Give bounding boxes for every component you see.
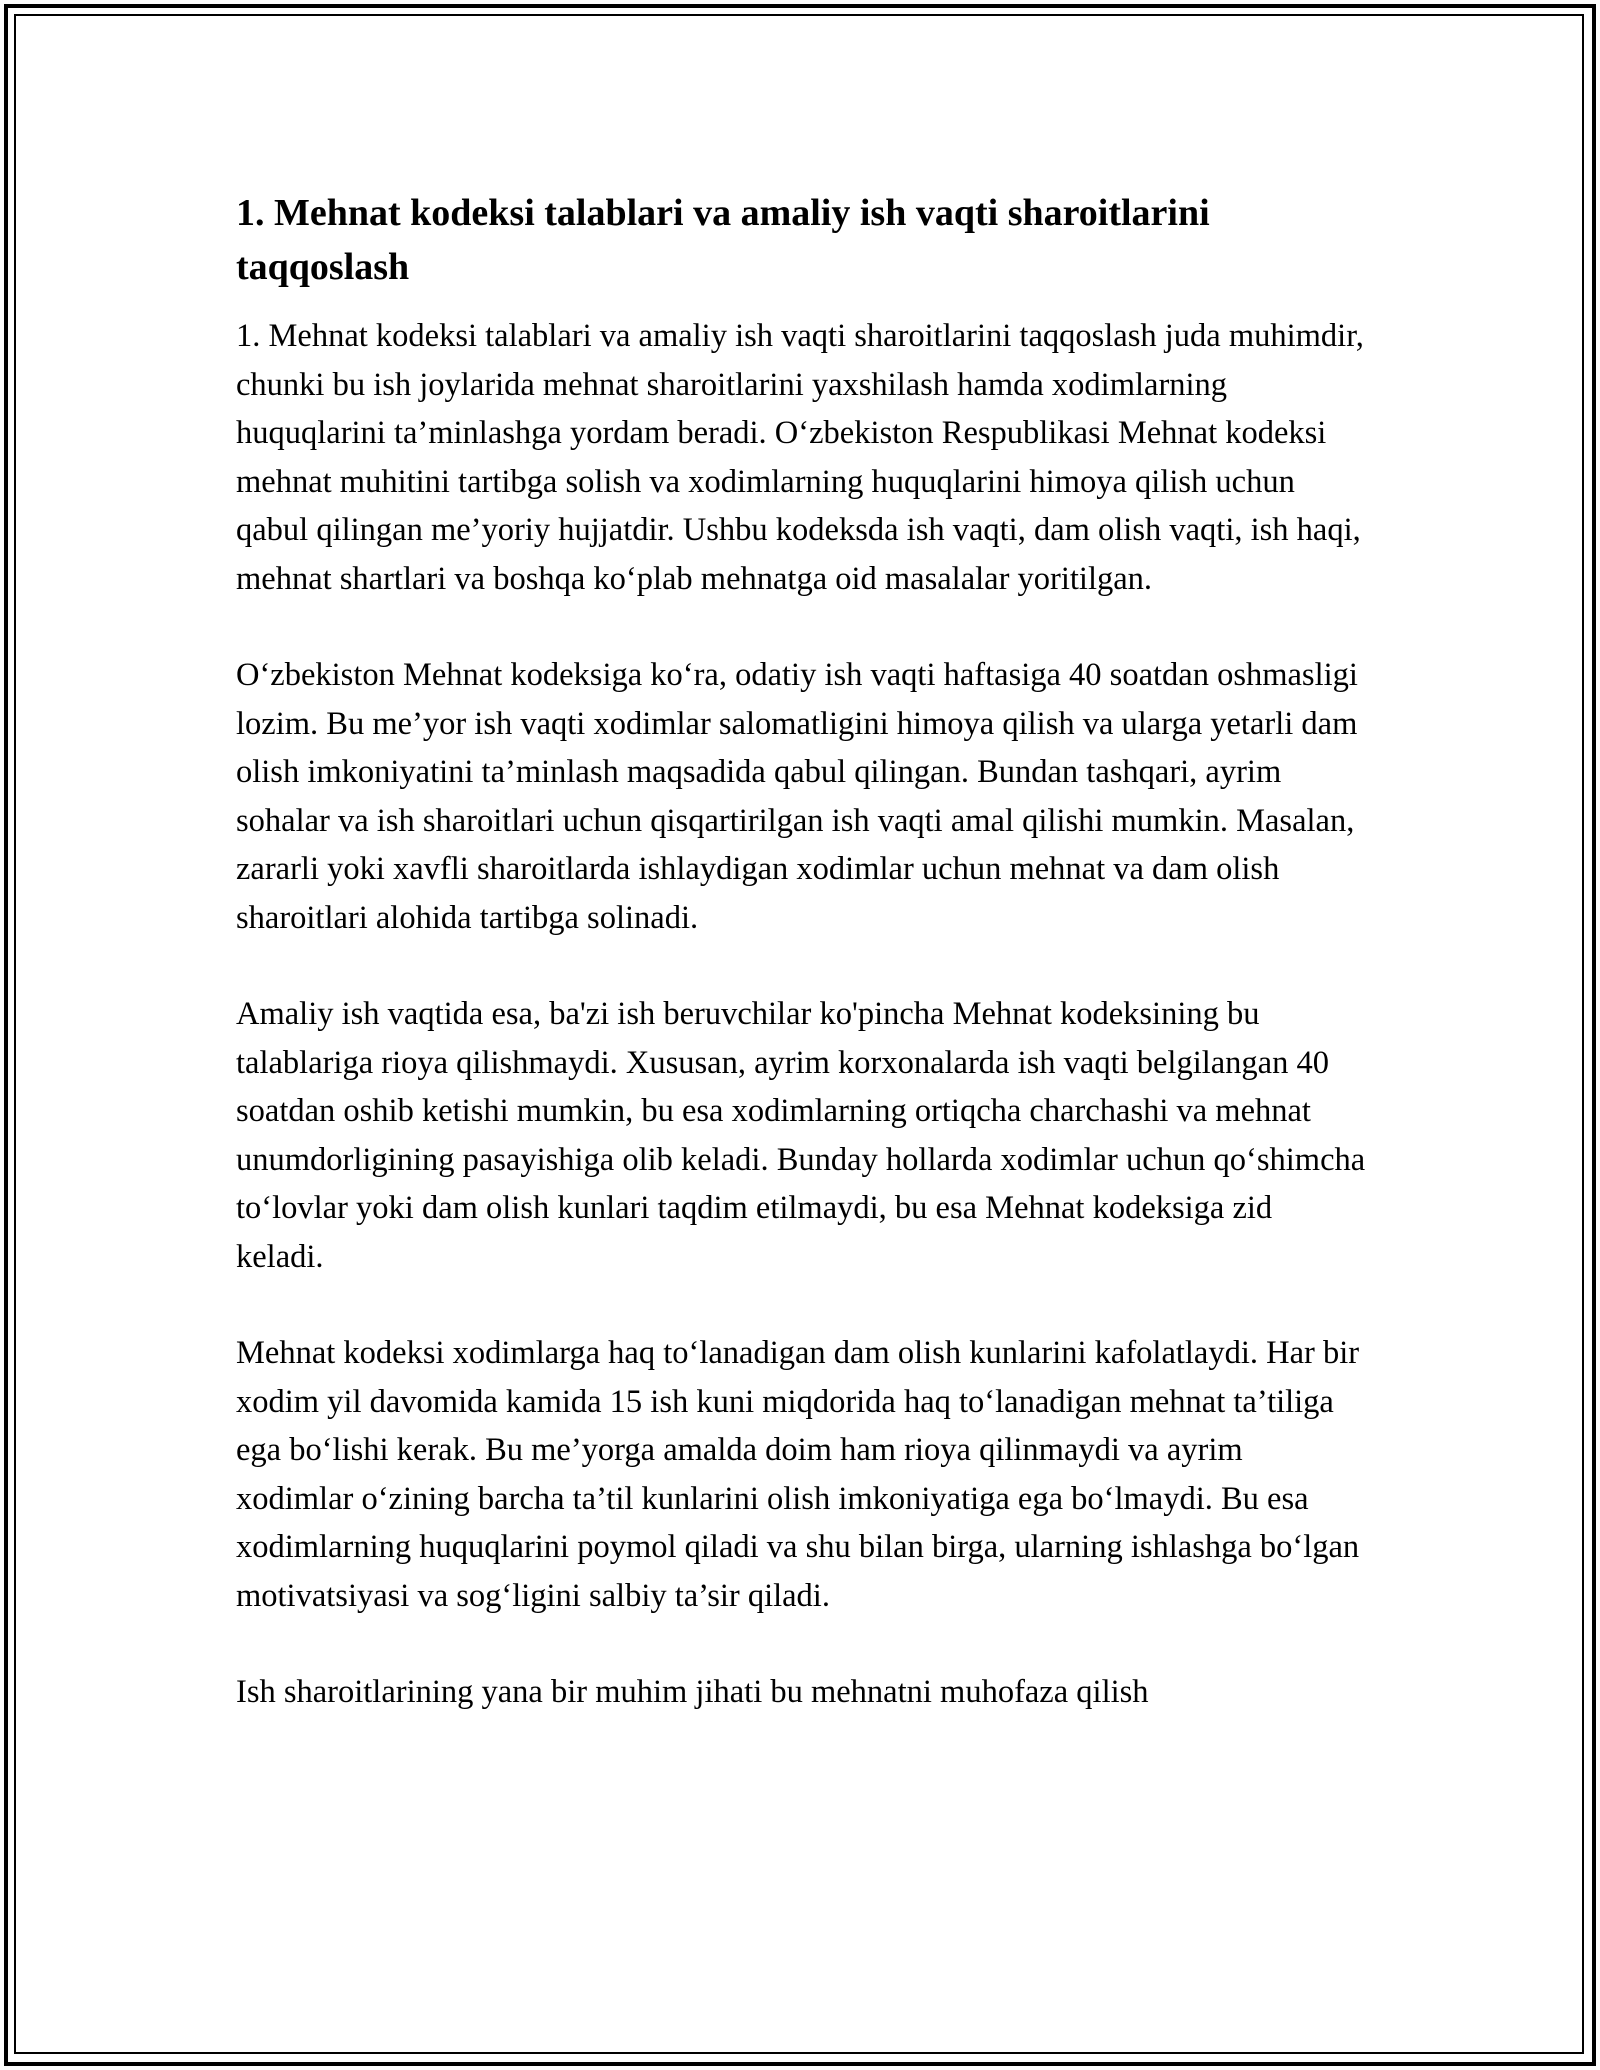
paragraph-1: 1. Mehnat kodeksi talablari va amaliy ish vaqti sharoitlarini taqqoslash juda muhimdir, chunki bu ish joylarida mehnat sharoitlarini yaxshilash hamda xodimlarning huquqlarini ta’minlashga yordam beradi. O‘zbekiston Respublikasi Mehnat kodeksi mehnat muhitini tartibga solish va xodimlarning huquqlarini himoya qilish uchun qabul qilingan me’yoriy hujjatdir. Ushbu kodeksda ish vaqti, dam olish vaqti, ish haqi, mehnat shartlari va boshqa ko‘plab mehnatga oid masalalar yoritilgan. (236, 318, 1364, 597)
paragraph-3: Amaliy ish vaqtida esa, ba'zi ish beruvchilar ko'pincha Mehnat kodeksining bu talablariga rioya qilishmaydi. Xususan, ayrim korxonalarda ish vaqti belgilangan 40 soatdan oshib ketishi mumkin, bu esa xodimlarning ortiqcha charchashi va mehnat unumdorligining pasayishiga olib keladi. Bunday hollarda xodimlar uchun qo‘shimcha to‘lovlar yoki dam olish kunlari taqdim etilmaydi, bu esa Mehnat kodeksiga zid keladi. (236, 996, 1366, 1275)
paragraph-2: O‘zbekiston Mehnat kodeksiga ko‘ra, odatiy ish vaqti haftasiga 40 soatdan oshmasligi lozim. Bu me’yor ish vaqti xodimlar salomatligini himoya qilish va ularga yetarli dam olish imkoniyatini ta’minlash maqsadida qabul qilingan. Bundan tashqari, ayrim sohalar va ish sharoitlari uchun qisqartirilgan ish vaqti amal qilishi mumkin. Masalan, zararli yoki xavfli sharoitlarda ishlaydigan xodimlar uchun mehnat va dam olish sharoitlari alohida tartibga solinadi. (236, 657, 1358, 936)
document-body (236, 186, 1366, 1765)
paragraph-5: Ish sharoitlarining yana bir muhim jihati bu mehnatni muhofaza qilish (236, 1674, 1149, 1710)
document-title: 1. Mehnat kodeksi talablari va amaliy ish vaqti sharoitlarini taqqoslash (236, 192, 1210, 288)
paragraph-list (236, 312, 1366, 1717)
paragraph-4: Mehnat kodeksi xodimlarga haq to‘lanadigan dam olish kunlarini kafolatlaydi. Har bir xodim yil davomida kamida 15 ish kuni miqdorida haq to‘lanadigan mehnat ta’tiliga ega bo‘lishi kerak. Bu me’yorga amalda doim ham rioya qilinmaydi va ayrim xodimlar o‘zining barcha ta’til kunlarini olish imkoniyatiga ega bo‘lmaydi. Bu esa xodimlarning huquqlarini poymol qiladi va shu bilan birga, ularning ishlashga bo‘lgan motivatsiyasi va sog‘ligini salbiy ta’sir qiladi. (236, 1335, 1360, 1614)
